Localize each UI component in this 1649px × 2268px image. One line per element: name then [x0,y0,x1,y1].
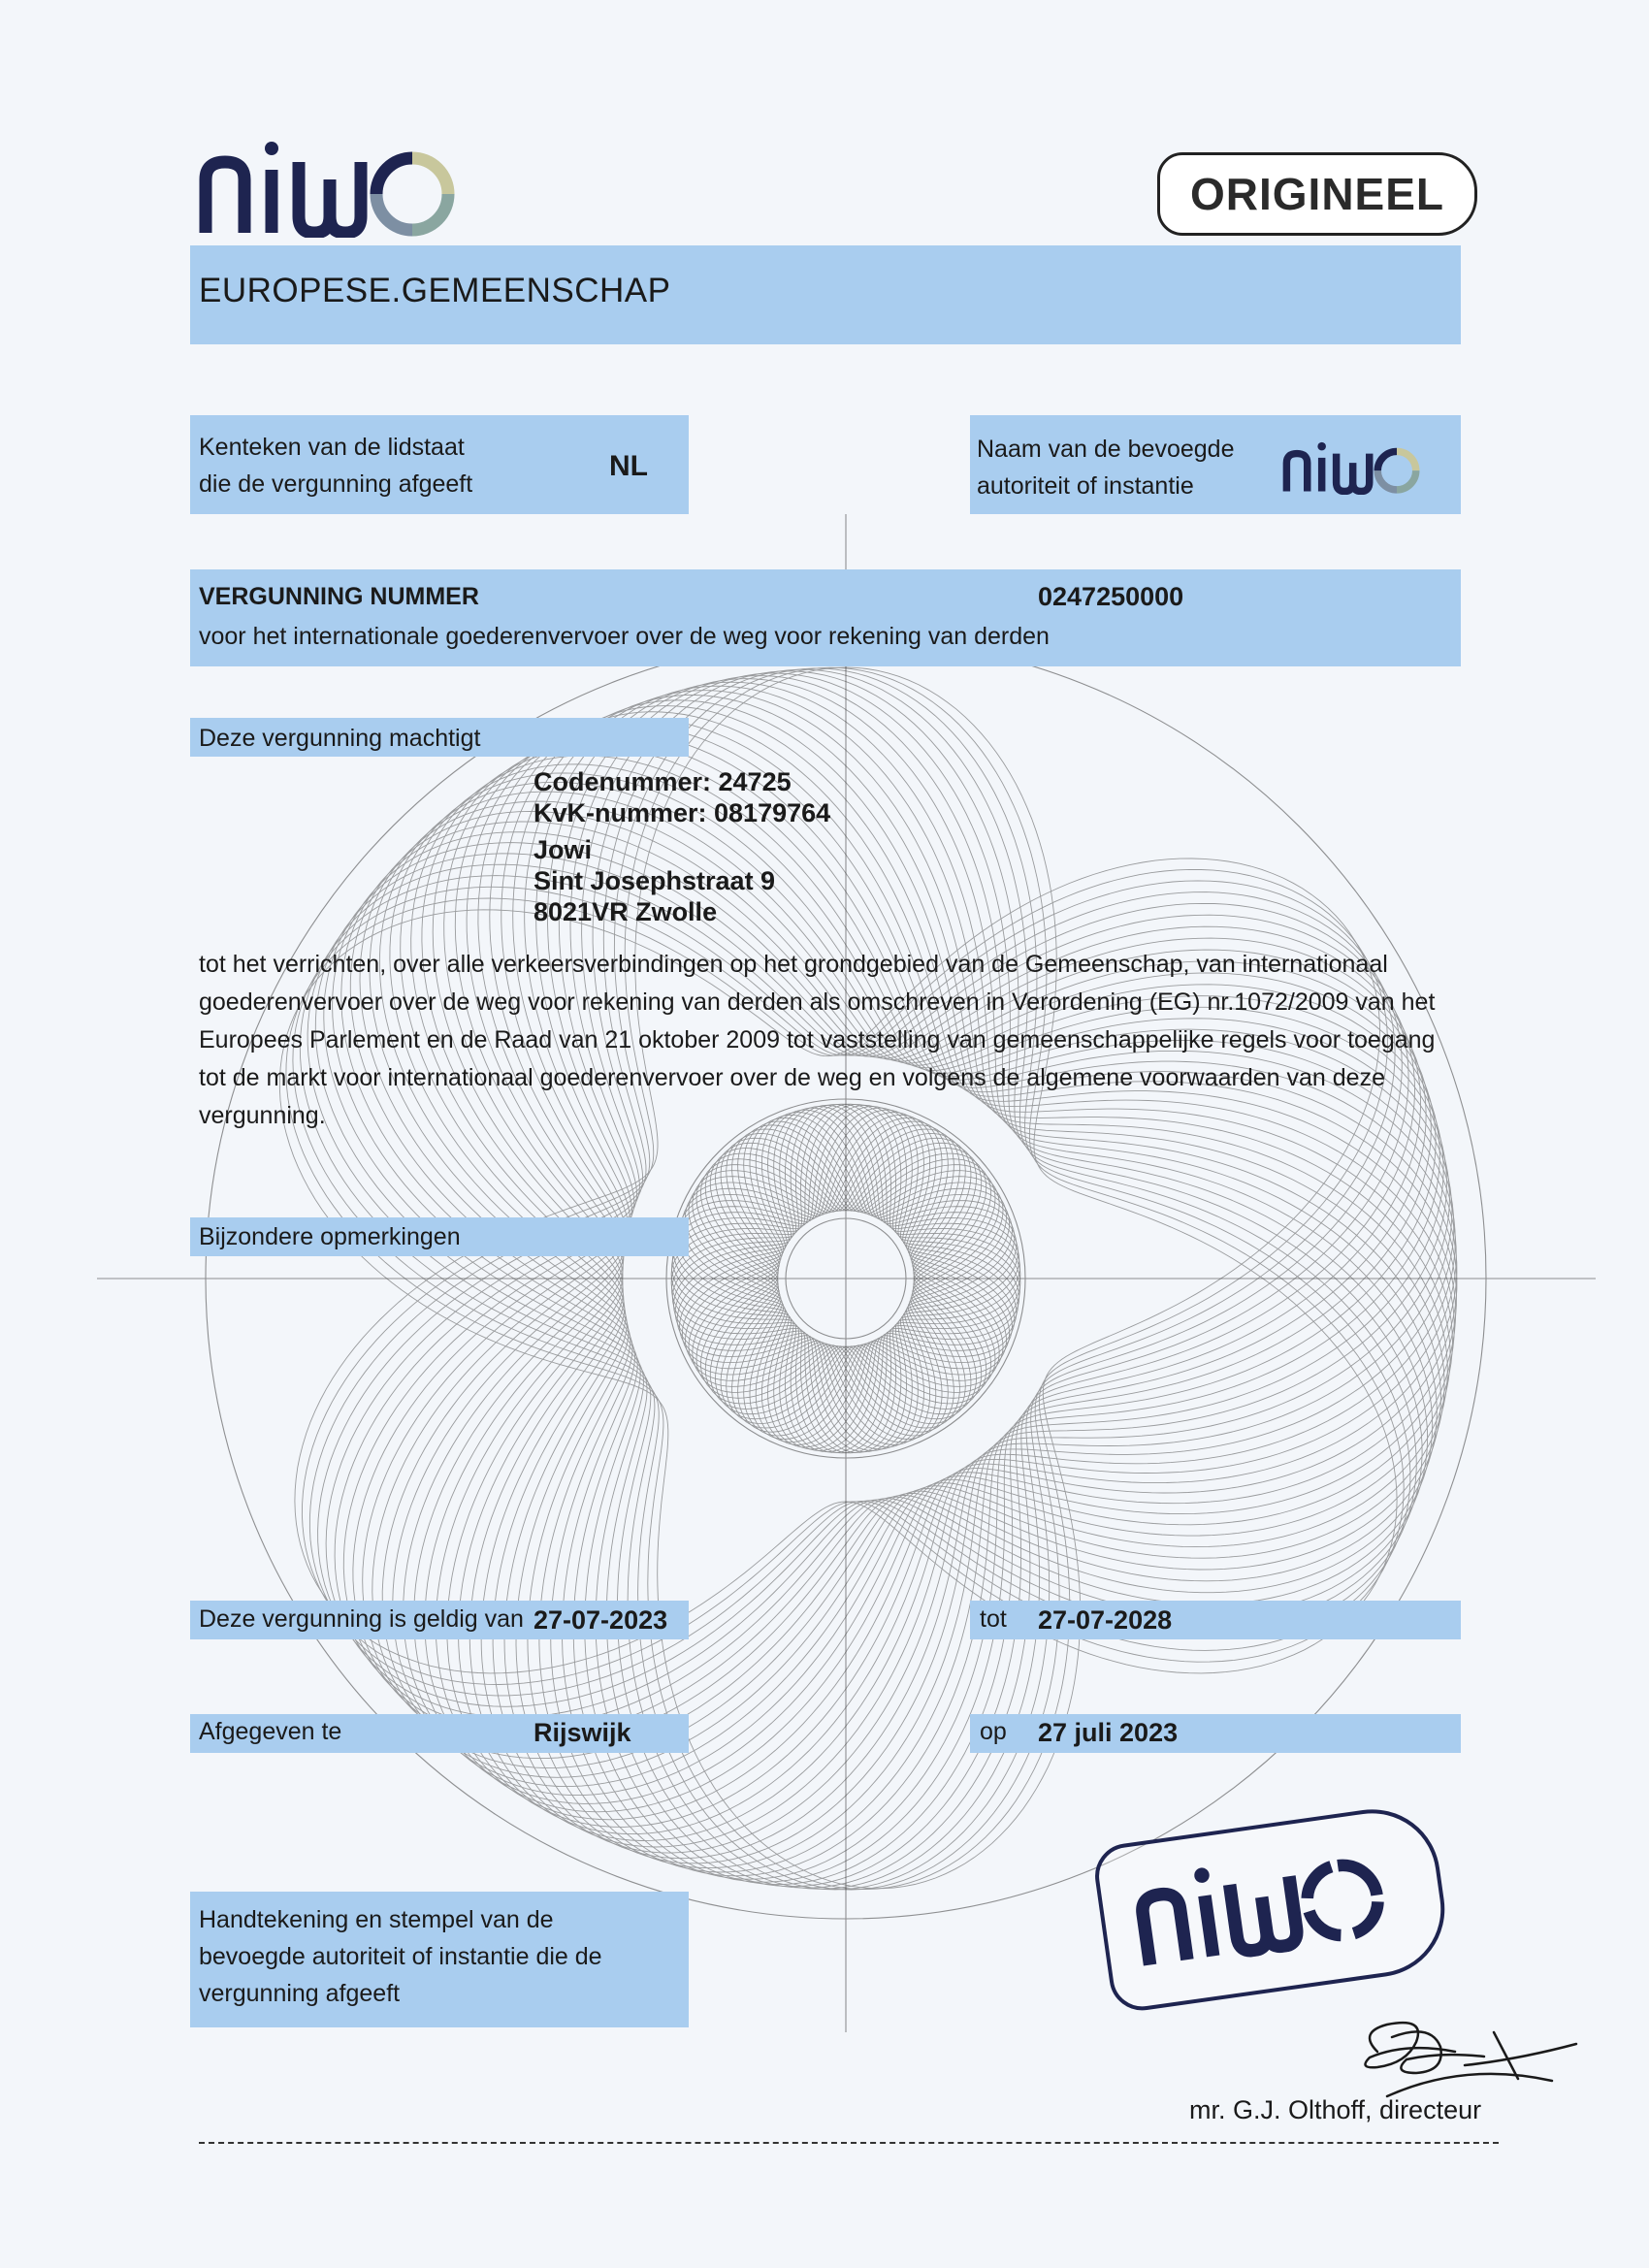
origineel-badge: ORIGINEEL [1157,152,1477,236]
handtekening-line2: bevoegde autoriteit of instantie die de [199,1943,602,1970]
document-title: EUROPESE.GEMEENSCHAP [199,272,671,309]
vergunning-description: voor het internationale goederenvervoer over de weg voor rekening van derden [199,623,1050,650]
afgegeven-label: Afgegeven te [199,1718,342,1745]
permit-body-text: tot het verrichten, over alle verkeersverbindingen op het grondgebied van de Gemeenschap, van internationaal goederenvervoer over de weg voor rekening van derden als omschreven in Verordening (EG) nr.1072/2009 van het Europees Parlement en de Raad van 21 oktober 2009 tot vaststelling van gemeenschappelijke regels voor toegang tot de markt voor internationaal goederenvervoer over de weg en volgens de algemene voorwaarden van deze vergunning. [199,951,1436,1129]
afgegeven-place: Rijswijk [534,1718,631,1747]
machtigt-label: Deze vergunning machtigt [199,725,481,752]
kvk-nummer: KvK-nummer: 08179764 [534,798,831,827]
guilloche-loop [335,673,1428,1728]
handtekening-line3: vergunning afgeeft [199,1980,401,2007]
autoriteit-label-line2: autoriteit of instantie [977,472,1194,500]
handwritten-signature [1348,2003,1591,2110]
geldig-from: 27-07-2023 [534,1605,668,1635]
handtekening-line1: Handtekening en stempel van de [199,1906,554,1933]
op-label: op [980,1718,1007,1745]
opmerkingen-label: Bijzondere opmerkingen [199,1223,461,1250]
geldig-to: 27-07-2028 [1038,1605,1173,1635]
geldig-label: Deze vergunning is geldig van [199,1605,524,1633]
kenteken-label-line1: Kenteken van de lidstaat [199,434,465,461]
afgegeven-date: 27 juli 2023 [1038,1718,1179,1747]
holder-city: 8021VR Zwolle [534,897,718,926]
holder-street: Sint Josephstraat 9 [534,866,776,895]
niwo-logo-small [1280,441,1436,495]
kenteken-label-line2: die de vergunning afgeeft [199,470,473,498]
tot-label: tot [980,1605,1007,1633]
guilloche-loop [390,773,1450,1863]
signatory-name: mr. G.J. Olthoff, directeur [1189,2095,1482,2124]
niwo-stamp-logo [1126,1837,1418,1972]
niwo-logo [194,141,485,238]
kenteken-value: NL [609,450,648,482]
signature-line [199,2142,1499,2144]
vergunning-number: 0247250000 [1038,582,1184,611]
holder-name: Jowi [534,835,593,864]
vergunning-label: VERGUNNING NUMMER [199,583,479,610]
autoriteit-label-line1: Naam van de bevoegde [977,436,1235,463]
guilloche-loop [353,679,1437,1749]
codenummer: Codenummer: 24725 [534,767,792,796]
